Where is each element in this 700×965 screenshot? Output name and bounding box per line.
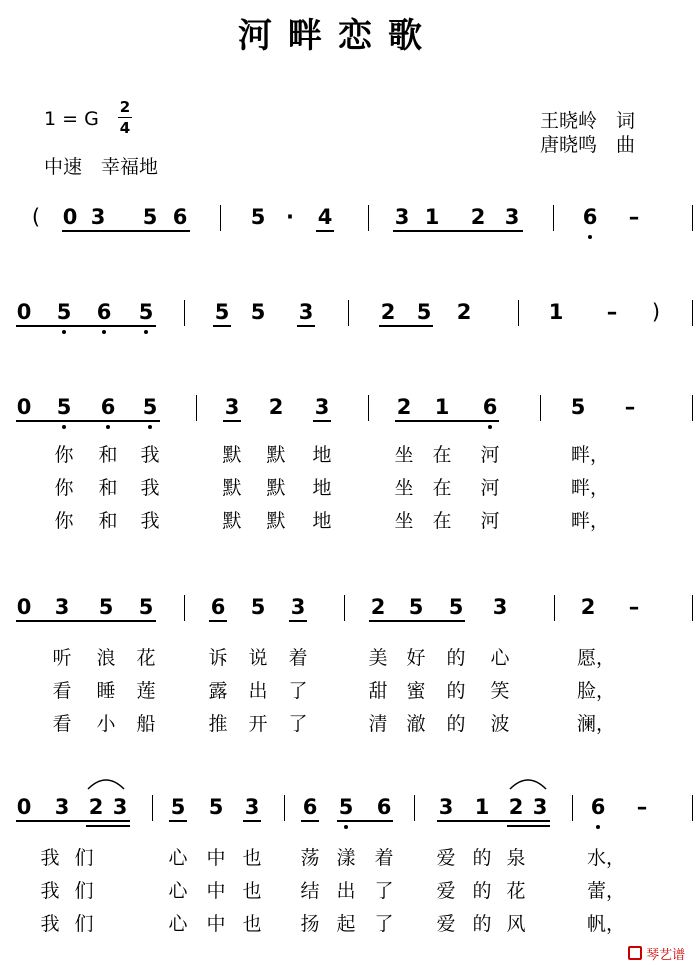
note: 6 [302,795,318,819]
note: 5 [208,795,224,819]
note: 0 [16,795,32,819]
lyric: 中 [206,847,226,869]
watermark-text: 琴艺谱 [646,948,686,963]
watermark-logo [628,944,685,963]
note: 0 [16,395,32,419]
note: 6 [582,205,598,229]
lyric: 坐 [394,444,414,466]
lyric: 船 [136,713,156,735]
lyric: 我 [40,913,60,935]
lyric: 心 [168,913,188,935]
note: 5 [98,595,114,619]
lyric: 中 [206,880,226,902]
note: 0 [16,300,32,324]
note: 5 [570,395,586,419]
note: – [606,300,618,324]
note: · [286,205,294,229]
note: 5 [448,595,464,619]
note: 3 [244,795,260,819]
close-paren: ) [651,300,661,324]
lyric: 爱 [436,913,456,935]
lyric: 的 [472,880,492,902]
lyric: 推 [208,713,228,735]
lyric: 美 [368,647,388,669]
lyric: 的 [472,847,492,869]
lyric: 也 [242,880,262,902]
lyric: 河 [480,444,500,466]
lyric: 说 [248,647,268,669]
lyric: 和 [98,477,118,499]
lyric: 的 [446,680,466,702]
lyric: 水， [586,847,626,869]
note: 5 [138,595,154,619]
lyric: 漾 [336,847,356,869]
note: 3 [492,595,508,619]
note: 1 [424,205,440,229]
lyric: 莲 [136,680,156,702]
lyric: 泉 [506,847,526,869]
lyric: 我 [140,510,160,532]
note: 3 [90,205,106,229]
note: 1 [548,300,564,324]
lyric: 你 [54,510,74,532]
open-paren: ( [31,205,41,229]
note: 3 [54,595,70,619]
lyric: 爱 [436,880,456,902]
lyric: 看 [52,713,72,735]
lyric: 默 [222,477,242,499]
lyric: 坐 [394,477,414,499]
lyric: 畔， [570,444,610,466]
note: 6 [210,595,226,619]
lyric: 默 [266,510,286,532]
note: 2 [456,300,472,324]
note: – [636,795,648,819]
tempo-marking: 中速 幸福地 [44,156,159,178]
lyric: 了 [288,680,308,702]
lyric: 出 [248,680,268,702]
lyric: 畔， [570,477,610,499]
lyric: 们 [74,880,94,902]
lyric: 河 [480,510,500,532]
note: 3 [394,205,410,229]
note: 5 [250,300,266,324]
lyric: 在 [432,477,452,499]
note: 3 [504,205,520,229]
note: 5 [138,300,154,324]
note: 0 [62,205,78,229]
note: 6 [482,395,498,419]
lyric: 和 [98,510,118,532]
note: 2 [396,395,412,419]
note: 5 [56,395,72,419]
note: 5 [56,300,72,324]
lyric: 你 [54,444,74,466]
lyric: 浪 [96,647,116,669]
note: 2 [470,205,486,229]
note: 5 [142,395,158,419]
lyric: 了 [288,713,308,735]
slur [508,775,548,791]
lyric: 们 [74,847,94,869]
lyric: 澜， [576,713,616,735]
note: 2 [508,795,524,819]
lyric: 和 [98,444,118,466]
note: 2 [380,300,396,324]
lyric: 也 [242,847,262,869]
note: 6 [376,795,392,819]
lyric: 地 [312,510,332,532]
lyric: 着 [288,647,308,669]
note: 2 [580,595,596,619]
note: 6 [590,795,606,819]
note: 5 [250,595,266,619]
lyric: 睡 [96,680,116,702]
lyric: 们 [74,913,94,935]
note: 6 [172,205,188,229]
lyric: 心 [168,847,188,869]
lyric: 愿， [576,647,616,669]
lyric: 地 [312,444,332,466]
lyric: 甜 [368,680,388,702]
composer-credit: 唐晓鸣 曲 [540,134,636,156]
lyric: 好 [406,647,426,669]
lyric: 了 [374,880,394,902]
note: 3 [290,595,306,619]
note: 0 [16,595,32,619]
note: 5 [250,205,266,229]
lyric: 我 [140,477,160,499]
lyric: 蜜 [406,680,426,702]
lyricist-credit: 王晓岭 词 [540,110,636,132]
lyric: 笑 [490,680,510,702]
lyric: 清 [368,713,388,735]
lyric: 小 [96,713,116,735]
note: 4 [317,205,333,229]
lyric: 扬 [300,913,320,935]
lyric: 心 [490,647,510,669]
key-signature: 1 = G [44,108,99,130]
note: 5 [142,205,158,229]
lyric: 河 [480,477,500,499]
note: 3 [314,395,330,419]
lyric: 爱 [436,847,456,869]
score-line-2 [0,300,700,356]
lyric: 波 [490,713,510,735]
lyric: 花 [136,647,156,669]
note: 5 [416,300,432,324]
time-signature-numerator: 2 [119,98,131,116]
note: 5 [408,595,424,619]
lyric: 默 [222,444,242,466]
lyric: 露 [208,680,228,702]
lyric: 你 [54,477,74,499]
slur [86,775,126,791]
lyric: 的 [446,713,466,735]
lyric: 结 [300,880,320,902]
lyric: 也 [242,913,262,935]
note: 3 [224,395,240,419]
note: 5 [214,300,230,324]
lyric: 中 [206,913,226,935]
lyric: 出 [336,880,356,902]
lyric: 我 [40,847,60,869]
note: 3 [532,795,548,819]
note: – [628,205,640,229]
lyric: 坐 [394,510,414,532]
note: 3 [54,795,70,819]
note: 1 [434,395,450,419]
lyric: 默 [266,444,286,466]
lyric: 脸， [576,680,616,702]
lyric: 默 [222,510,242,532]
lyric: 蕾， [586,880,626,902]
lyric: 听 [52,647,72,669]
lyric: 着 [374,847,394,869]
lyric: 荡 [300,847,320,869]
note: 5 [170,795,186,819]
note: 5 [338,795,354,819]
lyric: 看 [52,680,72,702]
lyric: 的 [472,913,492,935]
logo-icon [628,946,642,960]
note: 3 [438,795,454,819]
lyric: 花 [506,880,526,902]
note: – [628,595,640,619]
lyric: 澈 [406,713,426,735]
lyric: 了 [374,913,394,935]
note: 6 [96,300,112,324]
note: – [624,395,636,419]
note: 6 [100,395,116,419]
lyric: 我 [140,444,160,466]
lyric: 在 [432,444,452,466]
note: 2 [370,595,386,619]
note: 2 [88,795,104,819]
lyric: 地 [312,477,332,499]
lyric: 风 [506,913,526,935]
lyric: 在 [432,510,452,532]
note: 3 [298,300,314,324]
time-signature-denominator: 4 [119,119,131,137]
lyric: 诉 [208,647,228,669]
lyric: 的 [446,647,466,669]
note: 3 [112,795,128,819]
lyric: 起 [336,913,356,935]
note: 2 [268,395,284,419]
lyric: 畔， [570,510,610,532]
lyric: 心 [168,880,188,902]
lyric: 我 [40,880,60,902]
note: 1 [474,795,490,819]
score-line-1 [0,205,700,261]
page-title: 河畔恋歌 [238,16,438,56]
lyric: 帆， [586,913,626,935]
lyric: 开 [248,713,268,735]
lyric: 默 [266,477,286,499]
